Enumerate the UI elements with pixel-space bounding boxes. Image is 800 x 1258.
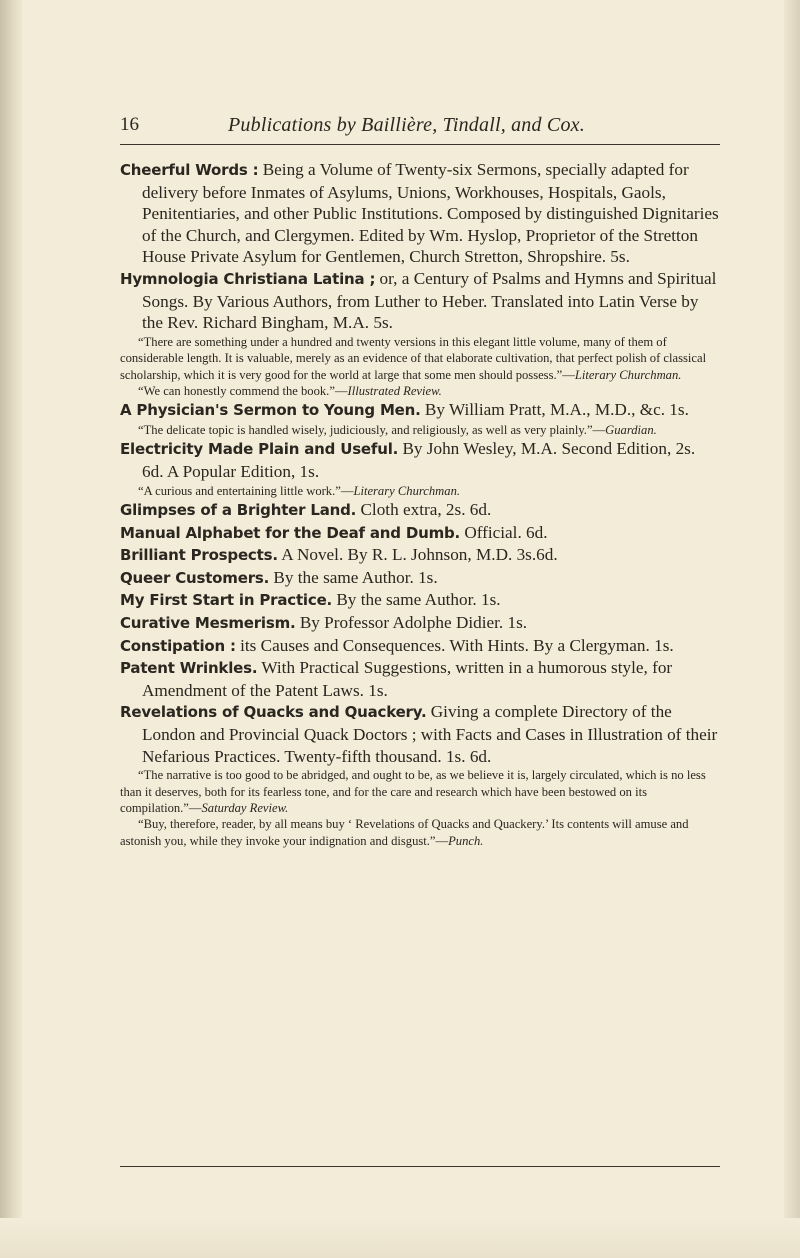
running-head — [120, 110, 720, 145]
list-item — [120, 657, 720, 701]
entry-title: Manual Alphabet for the Deaf and Dumb. — [120, 523, 461, 542]
entry-title: Brilliant Prospects. — [120, 546, 278, 565]
review-source: Literary Churchman. — [353, 483, 461, 498]
list-item — [120, 567, 720, 590]
review-source: Saturday Review. — [201, 800, 289, 815]
list-item — [120, 159, 720, 268]
page-number: 16 — [120, 114, 139, 135]
page-edge-bottom — [0, 1218, 800, 1258]
entry-text: Being a Volume of Twenty-six Sermons, specially adapted for delivery before Inmates of Asylums, Unions, Workhouses, Hospitals, Gaols, Penitentiaries, and other Public Institutions. Composed by distinguished Dignitaries of the Church, and Clergymen. Edited by Wm. Hyslop, Proprietor of the Stretton House Private Asylum for Gentlemen, Church Stretton, Shropshire. 5s. — [142, 160, 719, 267]
entry-title: Constipation : — [120, 636, 236, 655]
entry-text: or, a Century of Psalms and Hymns and Spiritual Songs. By Various Authors, from Luther to Heber. Translated into Latin Verse by the Rev. Richard Bingham, M.A. 5s. — [142, 268, 717, 333]
entry-text: By the same Author. 1s. — [336, 590, 501, 610]
entry-title: A Physician's Sermon to Young Men. — [120, 401, 421, 420]
book-page — [120, 110, 720, 849]
entry-text: By Professor Adolphe Didier. 1s. — [299, 612, 528, 632]
review-quote: “A curious and entertaining little work.”—Literary Churchman. — [138, 483, 461, 498]
entry-text: With Practical Suggestions, written in a humorous style, for Amendment of the Patent Laws. 1s. — [142, 658, 673, 700]
entry-text: Cloth extra, 2s. 6d. — [360, 499, 492, 519]
entry-title: Revelations of Quacks and Quackery. — [120, 703, 427, 722]
page-binding-shadow-left — [0, 0, 22, 1258]
list-item — [120, 612, 720, 635]
page-edge-right — [784, 0, 800, 1258]
review-quote: “The narrative is too good to be abridged, and ought to be, as we believe it is, largely circulated, which is no less than it deserves, both for its fearless tone, and for the care and research which have been bestowed on its compilation.”—Saturday Review. — [120, 768, 706, 815]
list-item — [120, 635, 720, 658]
review-quote: “The delicate topic is handled wisely, judiciously, and religiously, as well as very plainly.”—Guardian. — [138, 422, 657, 437]
entry-title: My First Start in Practice. — [120, 591, 333, 610]
entry-text: By the same Author. 1s. — [273, 567, 438, 587]
list-item — [120, 522, 720, 545]
entry-text: By John Wesley, M.A. Second Edition, 2s. 6d. A Popular Edition, 1s. — [142, 439, 696, 481]
entry-text: A Novel. By R. L. Johnson, M.D. 3s.6d. — [281, 545, 558, 565]
entry-title: Curative Mesmerism. — [120, 613, 296, 632]
list-item — [120, 544, 720, 567]
entry-text: its Causes and Consequences. With Hints. By a Clergyman. 1s. — [240, 635, 674, 655]
review-quote: “There are something under a hundred and twenty versions in this elegant little volume, many of them of considerable length. It is valuable, merely as an evidence of that elaborate cultivation, that perfect polish of classical scholarship, which it is very good for the world at large that some men should possess.”—Literary Churchman. — [120, 334, 707, 382]
entry-text: Official. 6d. — [464, 522, 548, 542]
entry-text: By William Pratt, M.A., M.D., &c. 1s. — [424, 400, 689, 420]
list-item — [120, 589, 720, 612]
entry-title: Cheerful Words : — [120, 161, 259, 179]
entry-title: Glimpses of a Brighter Land. — [120, 500, 357, 519]
end-rule — [120, 1166, 720, 1167]
publication-list — [120, 159, 720, 849]
review-quote: “We can honestly commend the book.”—Illustrated Review. — [138, 383, 442, 398]
review-quote: “Buy, therefore, reader, by all means buy ‘ Revelations of Quacks and Quackery.’ Its contents will amuse and astonish you, while they invoke your indignation and disgust.”—Punch. — [120, 817, 689, 848]
list-item — [120, 399, 720, 422]
review-source: Punch. — [448, 833, 484, 848]
review-source: Literary Churchman. — [574, 367, 682, 382]
entry-title: Electricity Made Plain and Useful. — [120, 440, 399, 459]
entry-title: Queer Customers. — [120, 568, 270, 587]
list-item — [120, 499, 720, 522]
entry-text: Giving a complete Directory of the London and Provincial Quack Doctors ; with Facts and Cases in Illustration of their Nefarious Practices. Twenty-fifth thousand. 1s. 6d. — [142, 702, 718, 766]
list-item — [120, 701, 720, 767]
running-title: Publications by Baillière, Tindall, and Cox. — [228, 114, 585, 136]
review-source: Guardian. — [605, 422, 657, 437]
list-item — [120, 268, 720, 334]
list-item — [120, 438, 720, 482]
entry-title: Hymnologia Christiana Latina ; — [120, 269, 376, 288]
entry-title: Patent Wrinkles. — [120, 659, 258, 678]
review-source: Illustrated Review. — [347, 383, 442, 398]
